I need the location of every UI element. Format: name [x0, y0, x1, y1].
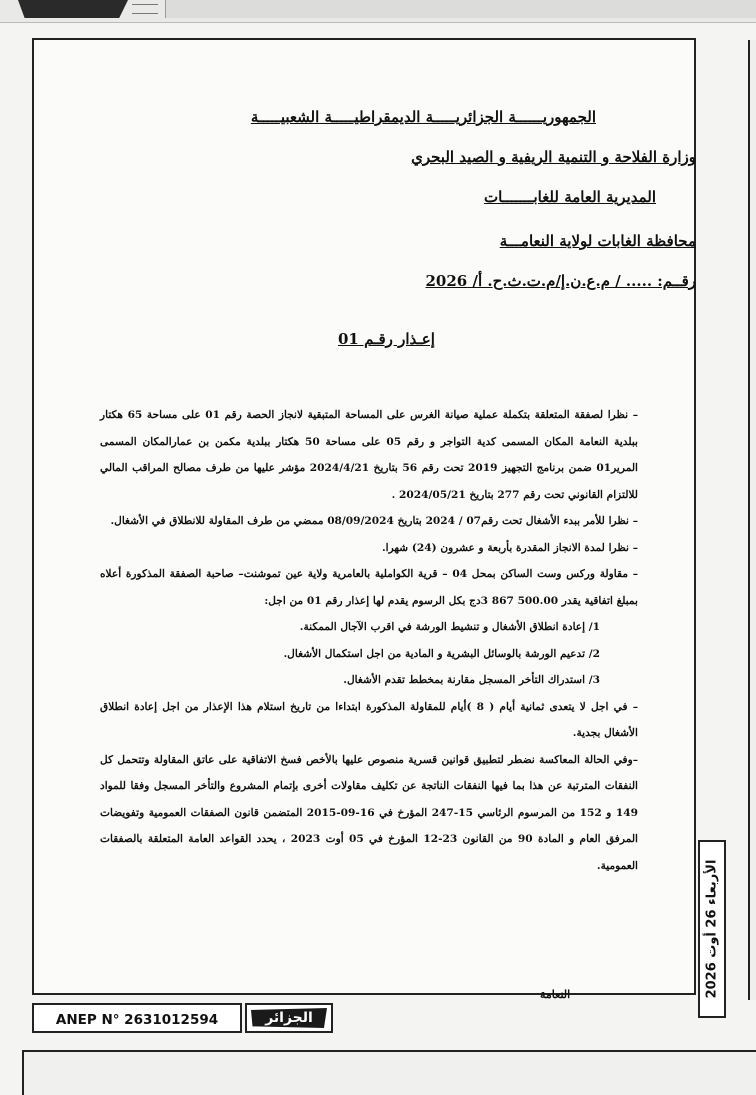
- header-republic: الجمهوريــــــة الجزائريـــــة الديمقراطيـــــة الشعبيـــــة: [250, 108, 596, 126]
- notice-body: [100, 402, 660, 879]
- header-directorate: المديرية العامة للغابـــــــات: [484, 188, 656, 206]
- list-item-3: 3/ استدراك التأخر المسجل مقارنة بمخطط تقدم الأشغال.: [343, 674, 600, 686]
- logo-caption-lines: [132, 4, 158, 14]
- anep-number: ANEP N° 2631012594: [32, 1003, 242, 1033]
- newspaper-logo: [245, 1003, 333, 1033]
- paragraph-2: – نظرا للأمر ببدء الأشغال تحت رقم07 / 2024 بتاريخ 08/09/2024 ممضي من طرف المقاولة للانطلاق في الأشغال.: [110, 515, 638, 527]
- paragraph-4: – مقاولة وركس وست الساكن بمحل 04 – قرية الكواملية بالعامرية ولاية عين تموشنت– صاحبة الصفقة المذكورة أعلاه بمبلغ اتفاقية يقدر 500.00 867 3دج بكل الرسوم يقدم لها إعذار رقم 01 من اجل:: [100, 568, 638, 607]
- top-bar: [0, 0, 756, 23]
- top-strip: [165, 0, 756, 18]
- paragraph-5: – في اجل لا يتعدى ثمانية أيام ( 8 )أيام للمقاولة المذكورة ابتداءا من تاريخ استلام هذا الإعذار من اجل إعادة انطلاق الأشغال بجدية.: [100, 700, 638, 739]
- list-item-1: 1/ إعادة انطلاق الأشغال و تنشيط الورشة في اقرب الآجال الممكنة.: [299, 621, 600, 633]
- adjacent-column-edge: [748, 40, 756, 1000]
- newspaper-logo-fragment: [18, 0, 128, 18]
- header-reference: رقــم: ..... / م.ع.ن.إ/م.ت.ث.ح. أ/ 2026: [425, 272, 696, 290]
- header-ministry: وزارة الفلاحة و التنمية الريفية و الصيد البحري: [411, 148, 696, 166]
- notice-title: إعـذار رقـم 01: [338, 330, 435, 348]
- paragraph-3: – نظرا لمدة الانجاز المقدرة بأربعة و عشرون (24) شهرا.: [381, 541, 638, 554]
- paragraph-1: – نظرا لصفقة المتعلقة بتكملة عملية صيانة الغرس على المساحة المتبقية لانجاز الحصة رقم 01 على مساحة 65 هكتار ببلدية النعامة المكان المسمى كدية التواجر و رقم 05 على مساحة 50 هكتار ببلدية مكمن بن عمارالمكان المسمى المرير01 ضمن برنامج التجهيز 2019 تحت رقم 56 بتاريخ 2024/4/21 مؤشر عليها من طرف مصالح المراقب المالي للالتزام القانوني تحت رقم 277 بتاريخ 2024/05/21 .: [100, 409, 638, 501]
- signature-place: النعامة: [540, 988, 571, 1001]
- adjacent-ad-edge: [22, 1050, 756, 1095]
- list-item-2: 2/ تدعيم الورشة بالوسائل البشرية و المادية من اجل استكمال الأشغال.: [283, 647, 600, 660]
- logo-text: الجزائر: [265, 1010, 313, 1026]
- paragraph-6: –وفي الحالة المعاكسة نضطر لتطبيق قوانين قسرية منصوص عليها بالأخص فسخ الاتفاقية على عاتق المقاولة وتتحمل كل النفقات المترتبة عن هذا بما فيها النفقات الناتجة عن تكليف مقاولات أخرى بإتمام المشروع والتأخر المسجل وفقا للمواد 149 و 152 من المرسوم الرئاسي 15-247 المؤرخ في 16-09-2015 المتضمن قانون الصفقات العمومية وتفويضات المرفق العام و المادة 90 من القانون 23-12 المؤرخ في 05 أوت 2023 ، يحدد القواعد العامة المتعلقة بالصفقات العمومية.: [100, 753, 638, 872]
- header-conservation: محافظة الغابات لولاية النعامـــة: [499, 232, 696, 250]
- date-box: [698, 840, 726, 1018]
- date-text: الأربعاء 26 أوت 2026: [704, 859, 720, 999]
